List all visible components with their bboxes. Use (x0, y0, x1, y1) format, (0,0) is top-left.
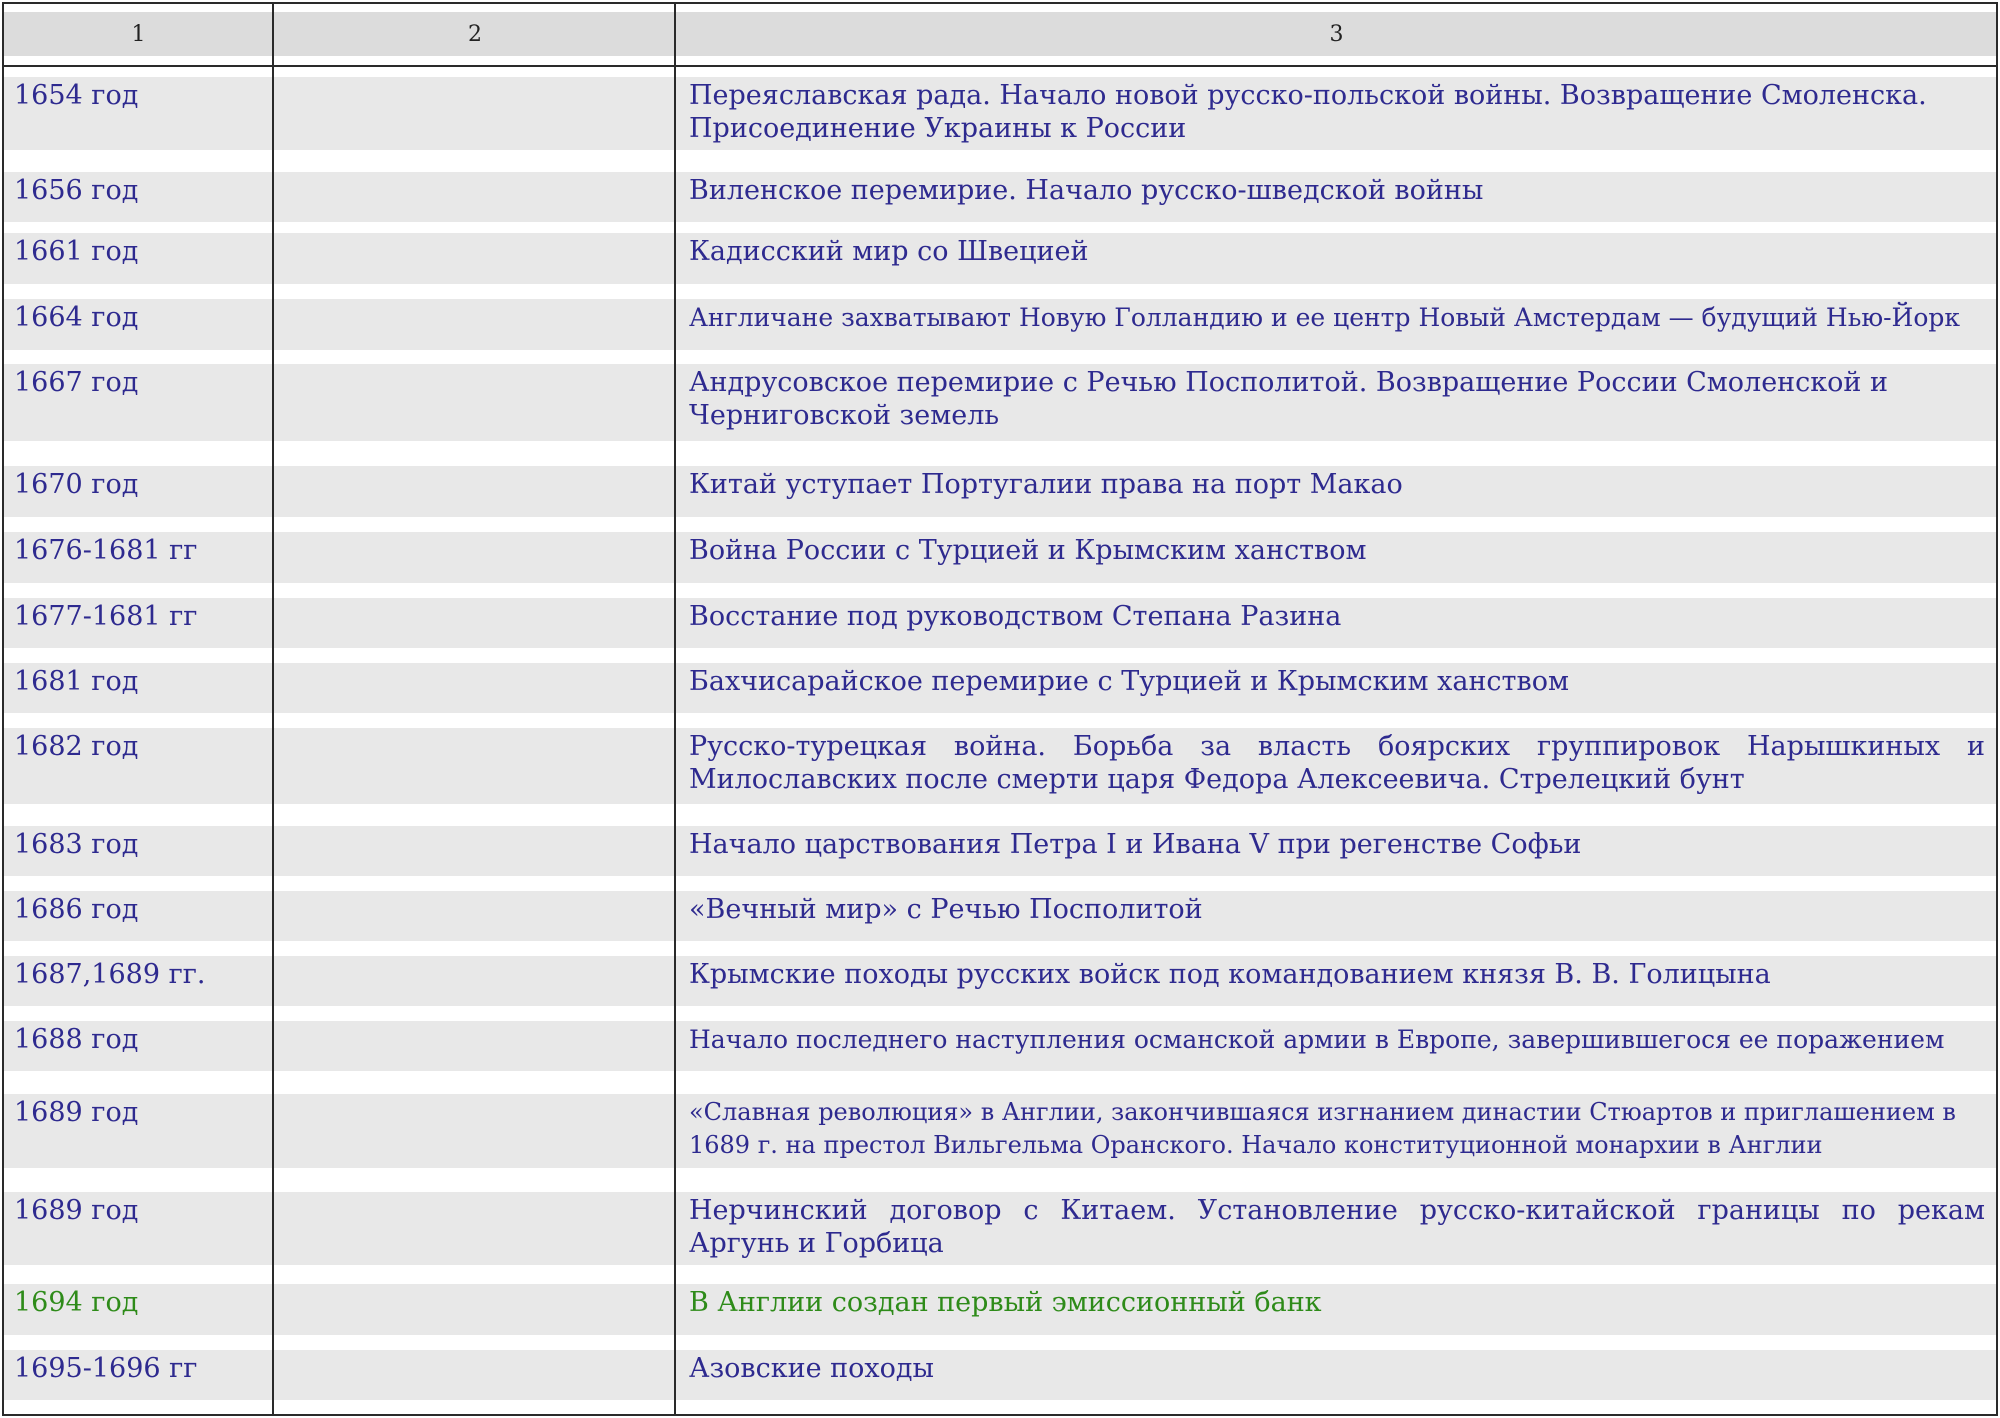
row-event: В Англии создан первый эмиссионный банк (689, 1287, 1322, 1318)
row-event: Нерчинский договор с Китаем. Установление русско-китайской границы по рекам Аргунь и Горбица (689, 1195, 1985, 1259)
row-event: Китай уступает Португалии права на порт Макао (689, 469, 1403, 500)
row-event: Кадисский мир со Швецией (689, 236, 1089, 267)
row-event: Начало царствования Петра I и Ивана V при регенстве Софьи (689, 829, 1582, 860)
row-date: 1694 год (14, 1287, 139, 1318)
row-event: «Вечный мир» с Речью Посполитой (689, 894, 1203, 925)
row-date: 1654 год (14, 80, 139, 111)
column-divider-2 (674, 2, 676, 1416)
row-event: Виленское перемирие. Начало русско-шведской войны (689, 175, 1484, 206)
row-date: 1676-1681 гг (14, 535, 198, 566)
row-date: 1689 год (14, 1097, 139, 1128)
row-date: 1677-1681 гг (14, 601, 198, 632)
column-header-3: 3 (1329, 22, 1344, 47)
row-event: Русско-турецкая война. Борьба за власть боярских группировок Нарышкиных и Милославских после смерти царя Федора Алексеевича. Стрелецкий бунт (689, 731, 1985, 795)
row-date: 1661 год (14, 236, 139, 267)
row-event: Азовские походы (689, 1353, 935, 1384)
row-date: 1681 год (14, 666, 139, 697)
header-divider (4, 65, 1996, 67)
row-event: Бахчисарайское перемирие с Турцией и Крымским ханством (689, 666, 1569, 697)
column-header-2: 2 (468, 22, 482, 47)
row-date: 1656 год (14, 175, 139, 206)
row-date: 1670 год (14, 469, 139, 500)
row-date: 1667 год (14, 367, 139, 398)
row-event: Андрусовское перемирие с Речью Посполитой. Возвращение России Смоленской и Черниговской земель (689, 367, 1889, 431)
row-event: Переяславская рада. Начало новой русско-польской войны. Возвращение Смоленска. Присоединение Украины к России (689, 80, 1927, 144)
row-event: Англичане захватывают Новую Голландию и ее центр Новый Амстердам — будущий Нью-Йорк (689, 303, 1961, 332)
row-event: Крымские походы русских войск под командованием князя В. В. Голицына (689, 959, 1771, 990)
row-date: 1682 год (14, 731, 139, 762)
row-event: «Славная революция» в Англии, закончившаяся изгнанием династии Стюартов и приглашением в 1689 г. на престол Вильгельма Оранского. Начало конституционной монархии в Англии (689, 1098, 1956, 1159)
row-event: Начало последнего наступления османской армии в Европе, завершившегося ее поражением (689, 1025, 1945, 1054)
row-date: 1689 год (14, 1195, 139, 1226)
row-event: Война России с Турцией и Крымским ханством (689, 535, 1367, 566)
row-date: 1683 год (14, 829, 139, 860)
row-event: Восстание под руководством Степана Разина (689, 601, 1342, 632)
column-divider-1 (272, 2, 274, 1416)
row-date: 1695-1696 гг (14, 1353, 198, 1384)
column-header-1: 1 (131, 22, 146, 47)
row-date: 1687,1689 гг. (14, 959, 206, 990)
row-date: 1664 год (14, 302, 139, 333)
row-date: 1686 год (14, 894, 139, 925)
row-date: 1688 год (14, 1024, 139, 1055)
